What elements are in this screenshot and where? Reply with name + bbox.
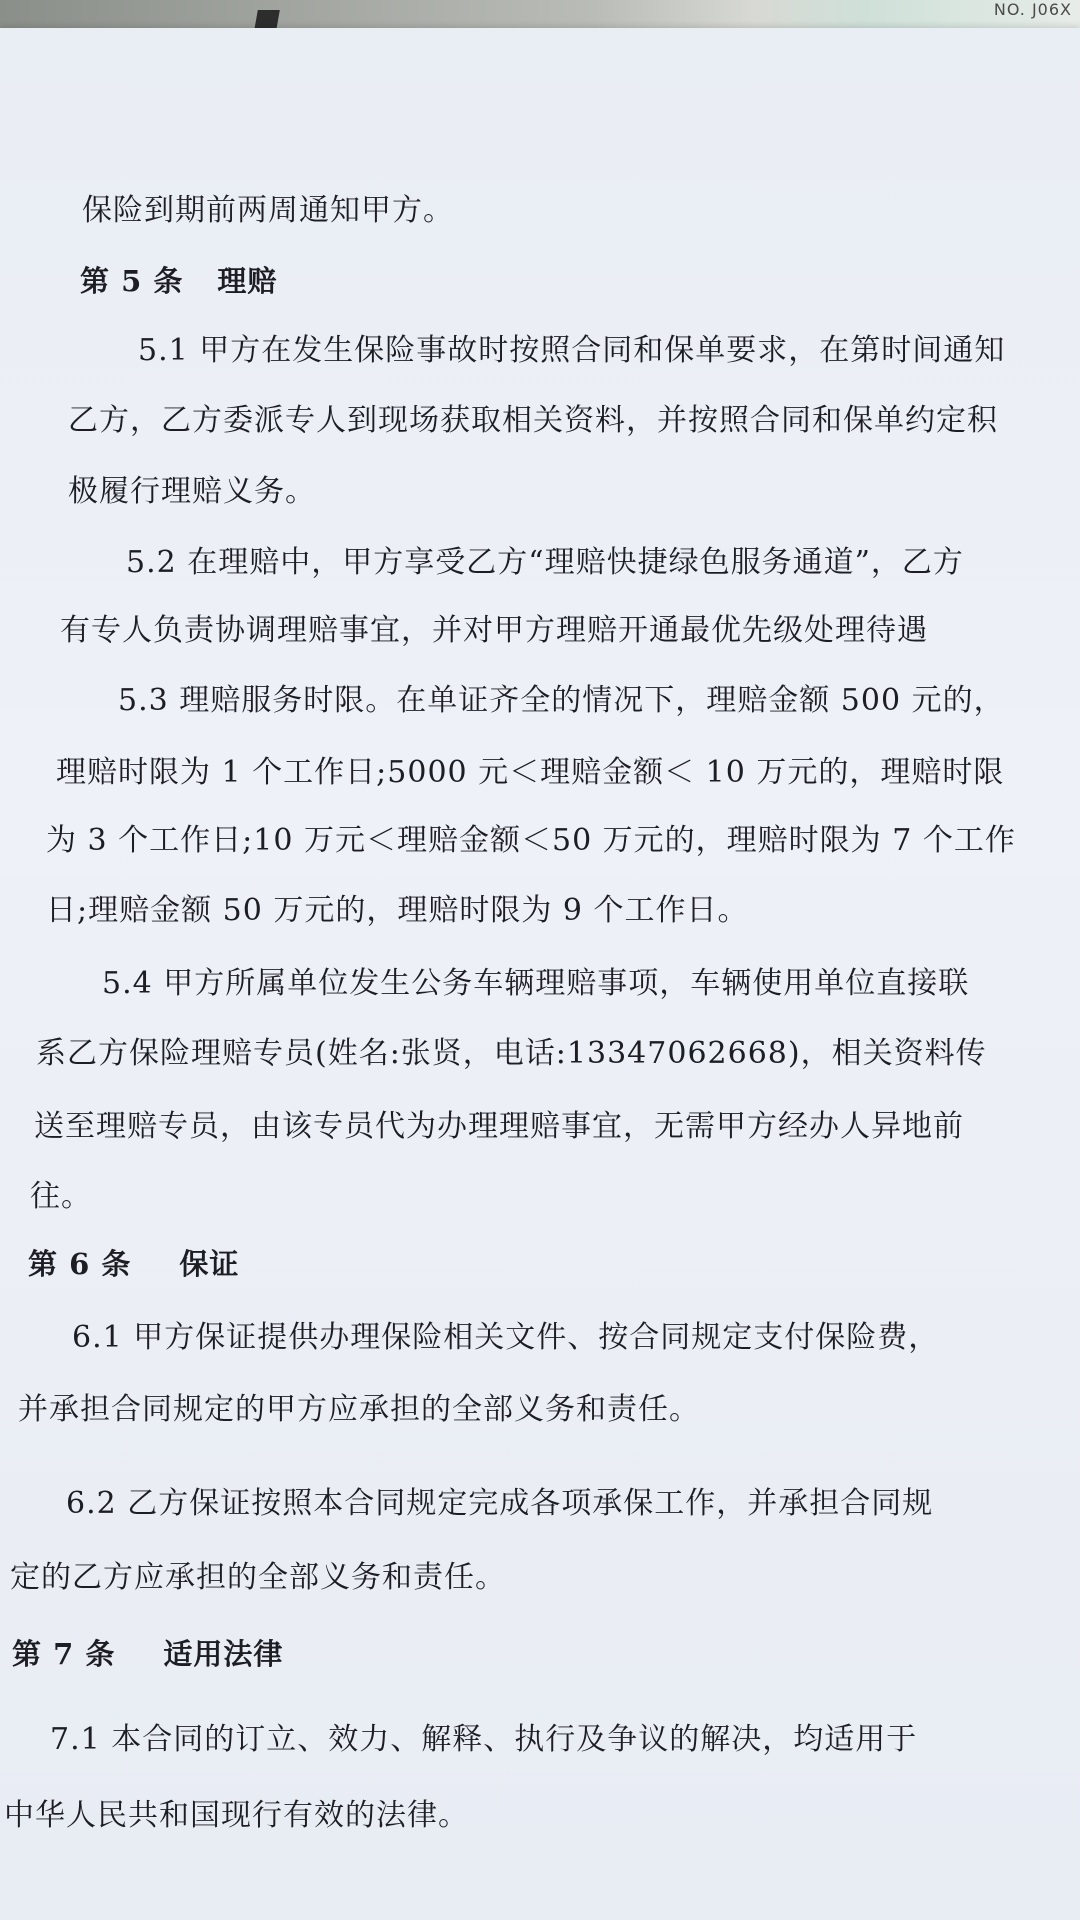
text-line: 5.1 甲方在发生保险事故时按照合同和保单要求，在第时间通知	[138, 333, 1006, 368]
article-5-title: 理赔	[217, 264, 278, 298]
article-5-heading	[80, 261, 277, 301]
text-line: 6.2 乙方保证按照本合同规定完成各项承保工作，并承担合同规	[66, 1486, 934, 1521]
article-7-number: 第 7 条	[12, 1637, 116, 1671]
text-line: 并承担合同规定的甲方应承担的全部义务和责任。	[18, 1392, 700, 1427]
document-page	[0, 28, 1080, 1920]
text-line: 送至理赔专员，由该专员代为办理理赔事宜，无需甲方经办人异地前	[34, 1109, 964, 1144]
text-line: 保险到期前两周通知甲方。	[82, 193, 454, 228]
text-line: 系乙方保险理赔专员(姓名:张贤，电话:13347062668)，相关资料传	[36, 1036, 987, 1071]
text-line: 有专人负责协调理赔事宜，并对甲方理赔开通最优先级处理待遇	[60, 613, 928, 648]
article-6-title: 保证	[179, 1247, 240, 1281]
text-line: 5.3 理赔服务时限。在单证齐全的情况下，理赔金额 500 元的，	[118, 683, 1005, 718]
article-6-number: 第 6 条	[28, 1247, 132, 1281]
document-body	[0, 28, 1080, 1920]
text-line: 极履行理赔义务。	[68, 474, 316, 509]
text-line: 定的乙方应承担的全部义务和责任。	[10, 1560, 506, 1595]
article-5-number: 第 5 条	[80, 264, 184, 298]
text-line: 乙方，乙方委派专人到现场获取相关资料，并按照合同和保单约定积	[68, 403, 998, 438]
text-line: 7.1 本合同的订立、效力、解释、执行及争议的解决，均适用于	[50, 1722, 918, 1757]
text-line: 为 3 个工作日;10 万元＜理赔金额＜50 万元的，理赔时限为 7 个工作	[46, 823, 1016, 858]
text-line: 往。	[30, 1179, 92, 1214]
text-line: 5.2 在理赔中，甲方享受乙方“理赔快捷绿色服务通道”，乙方	[126, 545, 964, 580]
text-line: 5.4 甲方所属单位发生公务车辆理赔事项，车辆使用单位直接联	[102, 966, 970, 1001]
article-7-heading	[12, 1634, 283, 1674]
article-6-heading	[28, 1244, 239, 1284]
text-line: 日;理赔金额 50 万元的，理赔时限为 9 个工作日。	[46, 893, 749, 928]
article-7-title: 适用法律	[163, 1637, 284, 1671]
text-line: 中华人民共和国现行有效的法律。	[4, 1798, 469, 1833]
text-line: 理赔时限为 1 个工作日;5000 元＜理赔金额＜ 10 万元的，理赔时限	[56, 755, 1005, 790]
corner-label: NO. J06X	[993, 0, 1072, 19]
text-line: 6.1 甲方保证提供办理保险相关文件、按合同规定支付保险费，	[72, 1320, 940, 1355]
